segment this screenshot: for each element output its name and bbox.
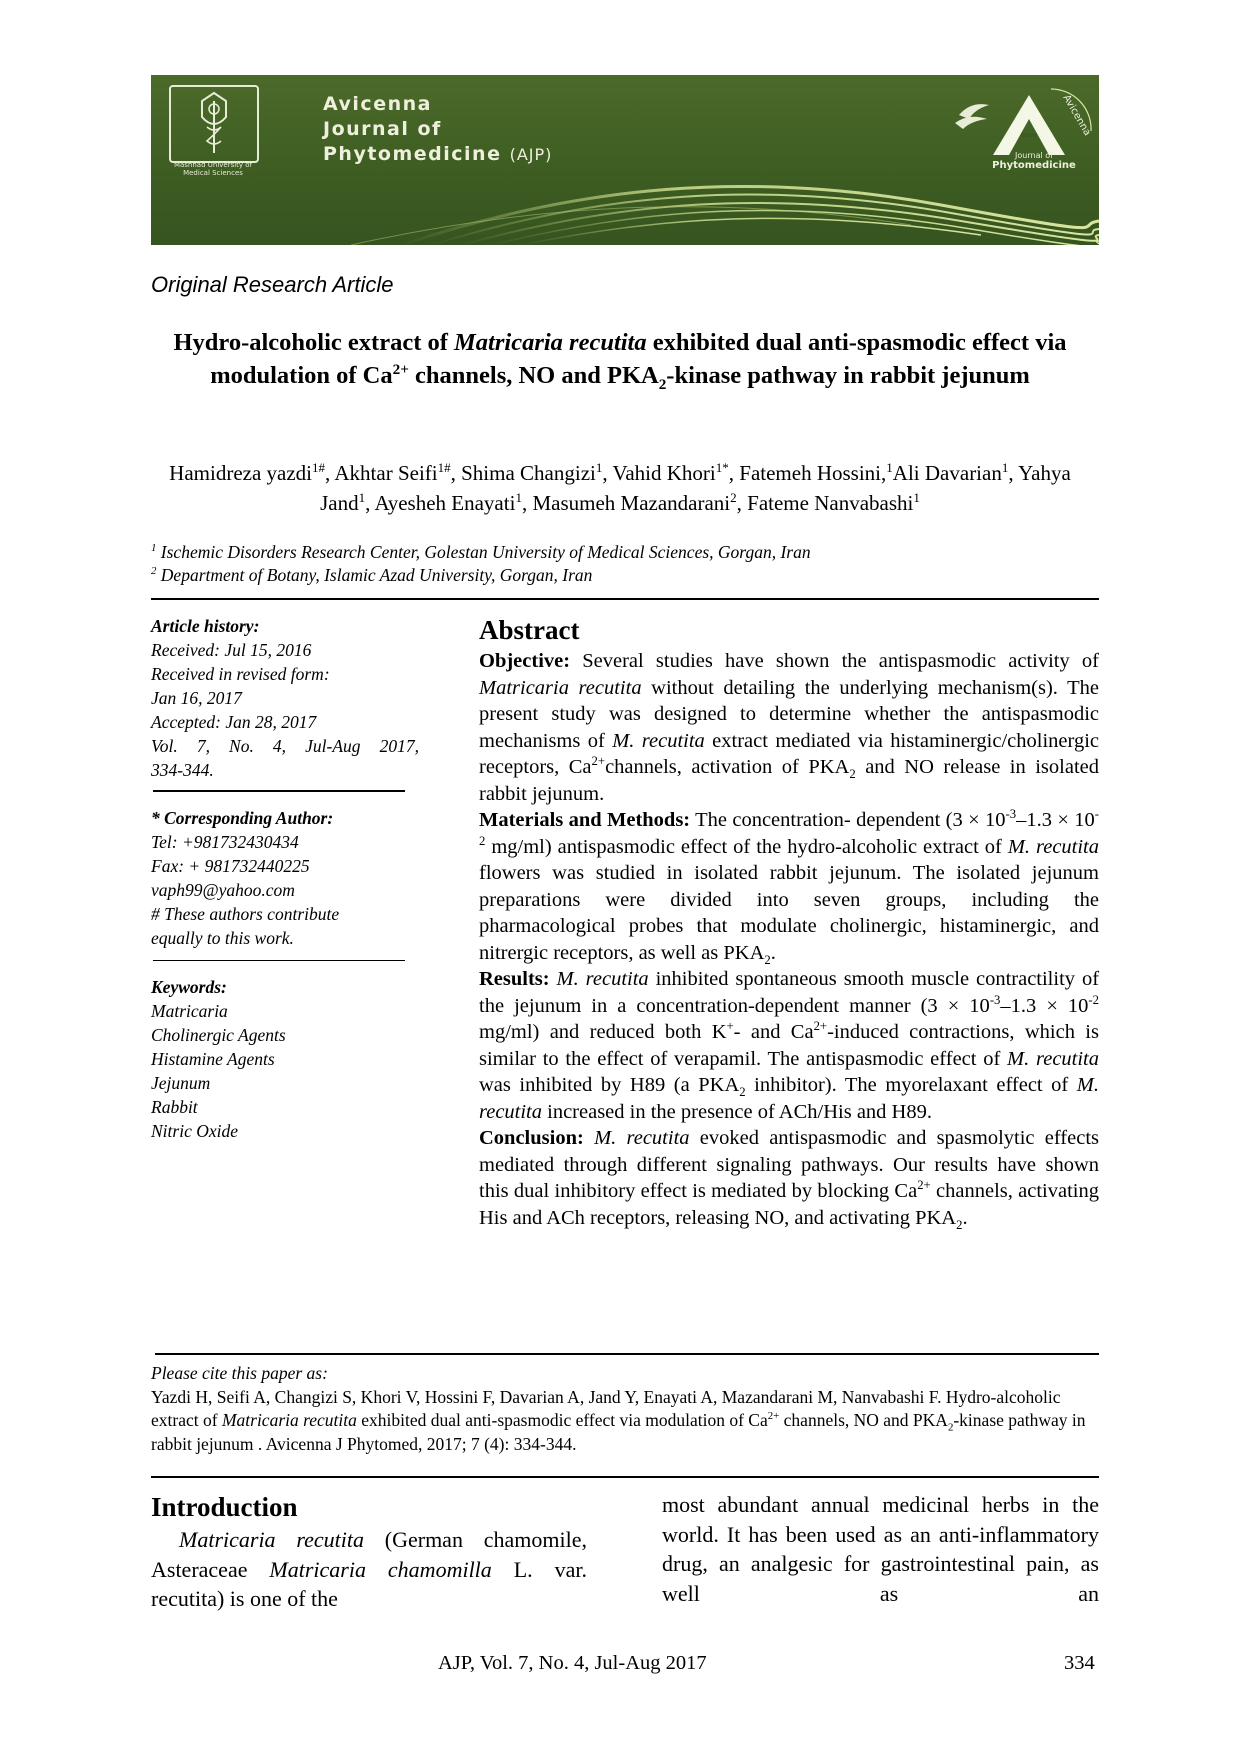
logo-caption-1: Journal of <box>1015 151 1053 160</box>
info-divider-1 <box>153 790 405 792</box>
logo-caption-2: Phytomedicine <box>992 160 1076 171</box>
page-number: 334 <box>1064 1652 1095 1674</box>
divider-cite-bottom <box>151 1476 1099 1478</box>
affiliations <box>151 541 1091 587</box>
abstract-objective: Objective: Several studies have shown the antispasmodic activity of Matricaria recutita without detailing the underlying mechanism(s). The present study was designed to determine whether the antispasmodic mechanisms of M. recutita extract mediated via histaminergic/cholinergic receptors, $Ca^{2+}channels$, activation of $PKA_2$ and NO release in isolated rabbit jejunum. <box>479 650 1100 805</box>
article-info-column <box>151 614 419 1143</box>
author-list: Hamidreza yazdi$^{1\#}$, Akhtar Seifi$^{1\#}$, Shima Changizi$^1$, Vahid Khori$^{1*}$, Fatemeh Hossini,$^1$Ali Davarian$^1$, Yahya Jand$^1$, Ayesheh Enayati$^1$, Masumeh Mazandarani$^2$, Fateme Nanvabashi$^1$ <box>169 460 1071 515</box>
affiliation-1: $^1$ Ischemic Disorders Research Center, Golestan University of Medical Sciences, Gorgan, Iran <box>151 542 811 562</box>
keyword: Matricaria <box>151 1001 228 1021</box>
history-accepted: Accepted: Jan 28, 2017 <box>151 712 317 732</box>
abstract-heading: Abstract <box>479 615 580 645</box>
abstract-conclusion: Conclusion: M. recutita evoked antispasmodic and spasmolytic effects mediated through different signaling pathways. Our results have shown this dual inhibitory effect is mediated by blocking $Ca^{2+}$ channels, activating His and ACh receptors, releasing NO, and activating $PKA_2$. <box>479 1127 1100 1232</box>
journal-line-1: Avicenna <box>323 93 432 115</box>
abstract-results: Results: M. recutita inhibited spontaneous smooth muscle contractility of the jejunum in a concentration-dependent manner ($3 \times 10^{-3}-1.3 \times 10^{-2}$ mg/ml) and reduced both K+- and $Ca^{2+}$-induced contractions, which is similar to the effect of verapamil. The antispasmodic effect of M. recutita was inhibited by H89 (a $PKA_2$ inhibitor). The myorelaxant effect of M. recutita increased in the presence of ACh/His and H89. <box>479 968 1100 1123</box>
abstract-section <box>479 612 1099 1231</box>
introduction-paragraph-start: Matricaria recutita (German chamomile, Asteraceae Matricaria chamomilla L. var. recutita) is one of the <box>151 1527 587 1611</box>
introduction-heading: Introduction <box>151 1492 298 1522</box>
keyword: Jejunum <box>151 1073 211 1093</box>
author: Fateme Nanvabashi$^1$ <box>747 490 920 515</box>
banner-swoosh-graphic <box>151 75 1099 245</box>
article-type: Original Research Article <box>151 272 394 297</box>
university-seal-icon <box>169 85 259 163</box>
keyword: Rabbit <box>151 1097 198 1117</box>
logo-caption <box>979 151 1089 171</box>
equal-contribution-note-2: equally to this work. <box>151 927 294 948</box>
history-revised-date: Jan 16, 2017 <box>151 688 242 708</box>
keywords-heading: Keywords: <box>151 977 227 997</box>
history-volume: Vol. 7, No. 4, Jul-Aug 2017, <box>151 736 419 756</box>
affiliation-2: $^2$ Department of Botany, Islamic Azad University, Gorgan, Iran <box>151 565 593 585</box>
journal-name <box>323 92 552 167</box>
journal-banner <box>151 75 1099 245</box>
history-received: Received: Jul 15, 2016 <box>151 640 312 660</box>
abstract-body <box>479 648 1099 1231</box>
keyword: Histamine Agents <box>151 1049 275 1069</box>
info-divider-2 <box>153 960 405 962</box>
introduction-left-column <box>151 1489 587 1614</box>
author: Shima Changizi$^1$ <box>461 460 603 485</box>
author: Hamidreza yazdi$^{1\#}$ <box>169 460 326 485</box>
divider-cite-top <box>155 1353 1099 1355</box>
divider-top <box>151 598 1099 600</box>
author: Fatemeh Hossini,$^1$ <box>739 460 893 485</box>
journal-abbr: (AJP) <box>509 145 553 164</box>
corresponding-tel: Tel: +981732430434 <box>151 831 299 852</box>
keyword: Nitric Oxide <box>151 1121 238 1141</box>
title-species: Matricaria recutita <box>454 329 647 356</box>
author: Akhtar Seifi$^{1\#}$ <box>334 460 451 485</box>
introduction-right-column: most abundant annual medicinal herbs in the world. It has been used as an anti-inflammatory drug, an analgesic for gastrointestinal pain, as well as an <box>662 1492 1099 1606</box>
history-pages: 334-344. <box>151 760 214 780</box>
abstract-methods: Materials and Methods: The concentration- dependent ($3 \times 10^{-3}-1.3 \times 10^{-2}$ mg/ml) antispasmodic effect of the hydro-alcoholic extract of M. recutita flowers was studied in isolated rabbit jejunum. The isolated jejunum preparations were divided into seven groups, including the pharmacological probes that modulate cholinergic, histaminergic, and nitrergic receptors, as well as $PKA_2$. <box>479 807 1100 967</box>
cite-label: Please cite this paper as: <box>151 1363 328 1383</box>
history-heading: Article history: <box>151 616 260 636</box>
author: Masumeh Mazandarani$^2$ <box>532 490 737 515</box>
corresponding-heading: * Corresponding Author: <box>151 807 334 828</box>
corresponding-email[interactable]: vaph99@yahoo.com <box>151 879 295 900</box>
article-title: Hydro-alcoholic extract of Matricaria recutita exhibited dual anti-spasmodic effect via modulation of $Ca^{2+}$ channels, NO and $PKA_2$-kinase pathway in rabbit jejunum <box>173 329 1067 393</box>
footer-journal: AJP, Vol. 7, No. 4, Jul-Aug 2017 <box>438 1652 707 1674</box>
author: Yahya Jand$^1$ <box>320 461 1071 515</box>
history-revised-label: Received in revised form: <box>151 664 330 684</box>
corresponding-fax: Fax: + 981732440225 <box>151 855 310 876</box>
citation-box <box>151 1362 1099 1456</box>
journal-line-3: Phytomedicine (AJP) <box>323 143 553 165</box>
author: Ayesheh Enayati$^1$ <box>374 490 522 515</box>
logo-word: Avicenna <box>1060 93 1093 138</box>
author: Vahid Khori$^{1*}$ <box>612 460 729 485</box>
seal-caption: Mashhad University of Medical Sciences <box>173 161 253 177</box>
author: Ali Davarian$^1$ <box>892 460 1009 485</box>
keyword: Cholinergic Agents <box>151 1025 286 1045</box>
journal-line-2: Journal of <box>323 118 442 140</box>
cite-text: Yazdi H, Seifi A, Changizi S, Khori V, Hossini F, Davarian A, Jand Y, Enayati A, Mazandarani M, Nanvabashi F. Hydro-alcoholic extract of Matricaria recutita exhibited dual anti-spasmodic effect via modulation of $Ca^{2+}$ channels, NO and $PKA_2$-kinase pathway in rabbit jejunum . Avicenna J Phytomed, 2017; 7 (4): 334-344. <box>151 1386 1086 1454</box>
equal-contribution-note-1: # These authors contribute <box>151 903 340 924</box>
